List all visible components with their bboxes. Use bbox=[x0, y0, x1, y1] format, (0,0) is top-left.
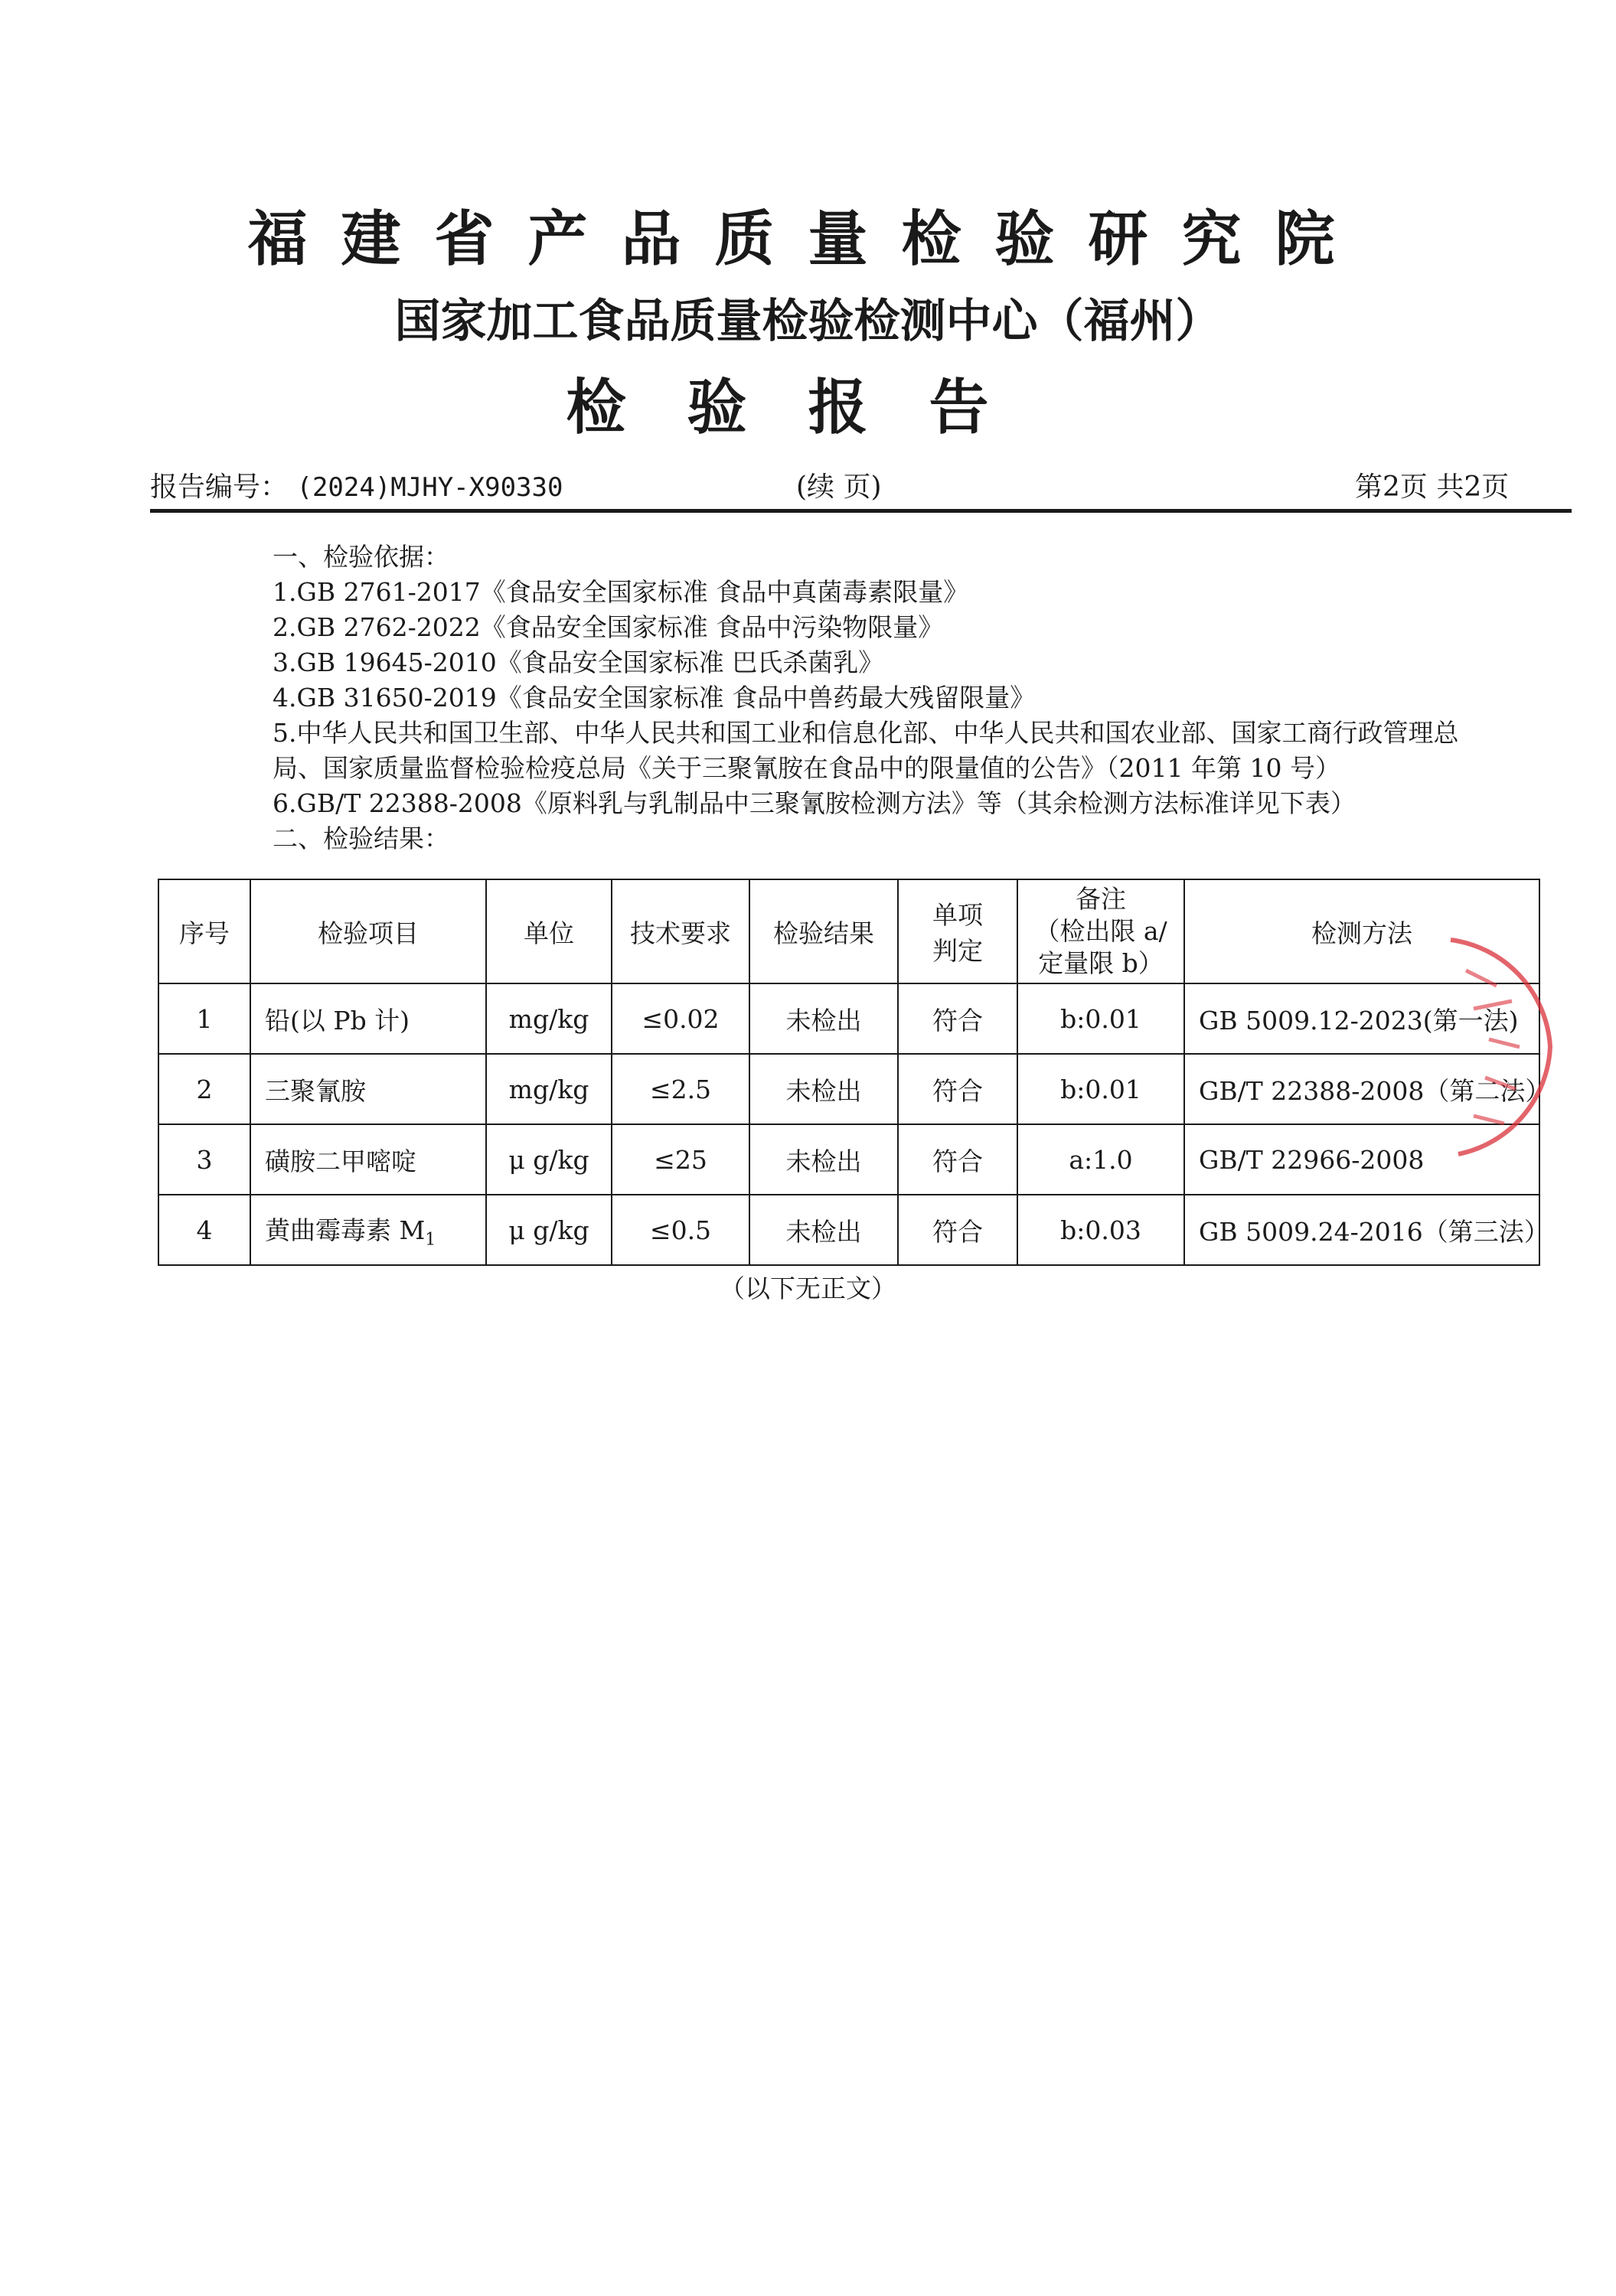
official-seal-icon bbox=[1443, 925, 1558, 1162]
col-result: 检验结果 bbox=[749, 879, 898, 983]
col-no: 序号 bbox=[158, 879, 250, 983]
basis-item: 2.GB 2762-2022《食品安全国家标准 食品中污染物限量》 bbox=[273, 612, 944, 642]
cell-result: 未检出 bbox=[749, 983, 898, 1054]
cell-method: GB 5009.24-2016（第三法） bbox=[1184, 1195, 1539, 1265]
col-note: 备注 （检出限 a/ 定量限 b） bbox=[1017, 879, 1184, 983]
col-judgment: 单项 判定 bbox=[898, 879, 1017, 983]
table-row bbox=[158, 1054, 1539, 1124]
cell-unit: μ g/kg bbox=[486, 1195, 612, 1265]
cell-no: 3 bbox=[158, 1124, 250, 1195]
cell-unit: mg/kg bbox=[486, 1054, 612, 1124]
cell-note: b:0.01 bbox=[1017, 983, 1184, 1054]
inspection-basis bbox=[273, 540, 1467, 856]
results-table bbox=[158, 879, 1551, 1266]
cell-note: b:0.03 bbox=[1017, 1195, 1184, 1265]
cell-result: 未检出 bbox=[749, 1054, 898, 1124]
cell-method: GB 5009.12-2023(第一法) bbox=[1184, 983, 1539, 1054]
basis-item: 5.中华人民共和国卫生部、中华人民共和国工业和信息化部、中华人民共和国农业部、国家工商行政管理总局、国家质量监督检验检疫总局《关于三聚氰胺在食品中的限量值的公告》（2011 年第 10 号） bbox=[273, 718, 1459, 783]
cell-result: 未检出 bbox=[749, 1124, 898, 1195]
report-number bbox=[150, 465, 563, 504]
cell-method: GB/T 22388-2008（第二法） bbox=[1184, 1054, 1539, 1124]
col-item: 检验项目 bbox=[250, 879, 486, 983]
cell-no: 2 bbox=[158, 1054, 250, 1124]
report-number-label: 报告编号： bbox=[150, 471, 289, 503]
basis-item: 3.GB 19645-2010《食品安全国家标准 巴氏杀菌乳》 bbox=[273, 647, 884, 677]
continued-label: (续 页) bbox=[796, 471, 882, 503]
basis-heading: 一、检验依据： bbox=[273, 542, 449, 572]
table-row bbox=[158, 983, 1539, 1054]
table-row bbox=[158, 1124, 1539, 1195]
page-info: 第2页 共2页 bbox=[1355, 471, 1510, 503]
cell-note: a:1.0 bbox=[1017, 1124, 1184, 1195]
cell-item: 铅(以 Pb 计) bbox=[250, 983, 486, 1054]
cell-note: b:0.01 bbox=[1017, 1054, 1184, 1124]
cell-judgment: 符合 bbox=[898, 1195, 1017, 1265]
col-requirement: 技术要求 bbox=[612, 879, 749, 983]
report-title: 检验报告 bbox=[566, 373, 1050, 442]
cell-item: 黄曲霉毒素 $M_1$ bbox=[250, 1195, 486, 1265]
cell-requirement: ≤0.5 bbox=[612, 1195, 749, 1265]
cell-requirement: ≤2.5 bbox=[612, 1054, 749, 1124]
cell-unit: μ g/kg bbox=[486, 1124, 612, 1195]
header-rule bbox=[150, 509, 1572, 513]
cell-result: 未检出 bbox=[749, 1195, 898, 1265]
cell-method: GB/T 22966-2008 bbox=[1184, 1124, 1539, 1195]
cell-judgment: 符合 bbox=[898, 1124, 1017, 1195]
col-method: 检测方法 bbox=[1184, 879, 1539, 983]
results-heading: 二、检验结果： bbox=[273, 823, 449, 853]
cell-unit: mg/kg bbox=[486, 983, 612, 1054]
cell-no: 4 bbox=[158, 1195, 250, 1265]
cell-requirement: ≤25 bbox=[612, 1124, 749, 1195]
col-unit: 单位 bbox=[486, 879, 612, 983]
report-number-value: (2024)MJHY-X90330 bbox=[296, 472, 563, 503]
cell-judgment: 符合 bbox=[898, 1054, 1017, 1124]
cell-item: 三聚氰胺 bbox=[250, 1054, 486, 1124]
cell-no: 1 bbox=[158, 983, 250, 1054]
cell-requirement: ≤0.02 bbox=[612, 983, 749, 1054]
institute-name: 福建省产品质量检验研究院 bbox=[247, 204, 1369, 274]
table-header-row bbox=[158, 879, 1539, 983]
center-name: 国家加工食品质量检验检测中心（福州） bbox=[394, 295, 1222, 348]
basis-item: 1.GB 2761-2017《食品安全国家标准 食品中真菌毒素限量》 bbox=[273, 577, 969, 607]
table-row bbox=[158, 1195, 1539, 1265]
cell-judgment: 符合 bbox=[898, 983, 1017, 1054]
basis-item: 6.GB/T 22388-2008《原料乳与乳制品中三聚氰胺检测方法》等（其余检测方法标准详见下表） bbox=[273, 788, 1356, 818]
end-note: （以下无正文） bbox=[720, 1274, 896, 1303]
cell-item: 磺胺二甲嘧啶 bbox=[250, 1124, 486, 1195]
basis-item: 4.GB 31650-2019《食品安全国家标准 食品中兽药最大残留限量》 bbox=[273, 683, 1036, 713]
